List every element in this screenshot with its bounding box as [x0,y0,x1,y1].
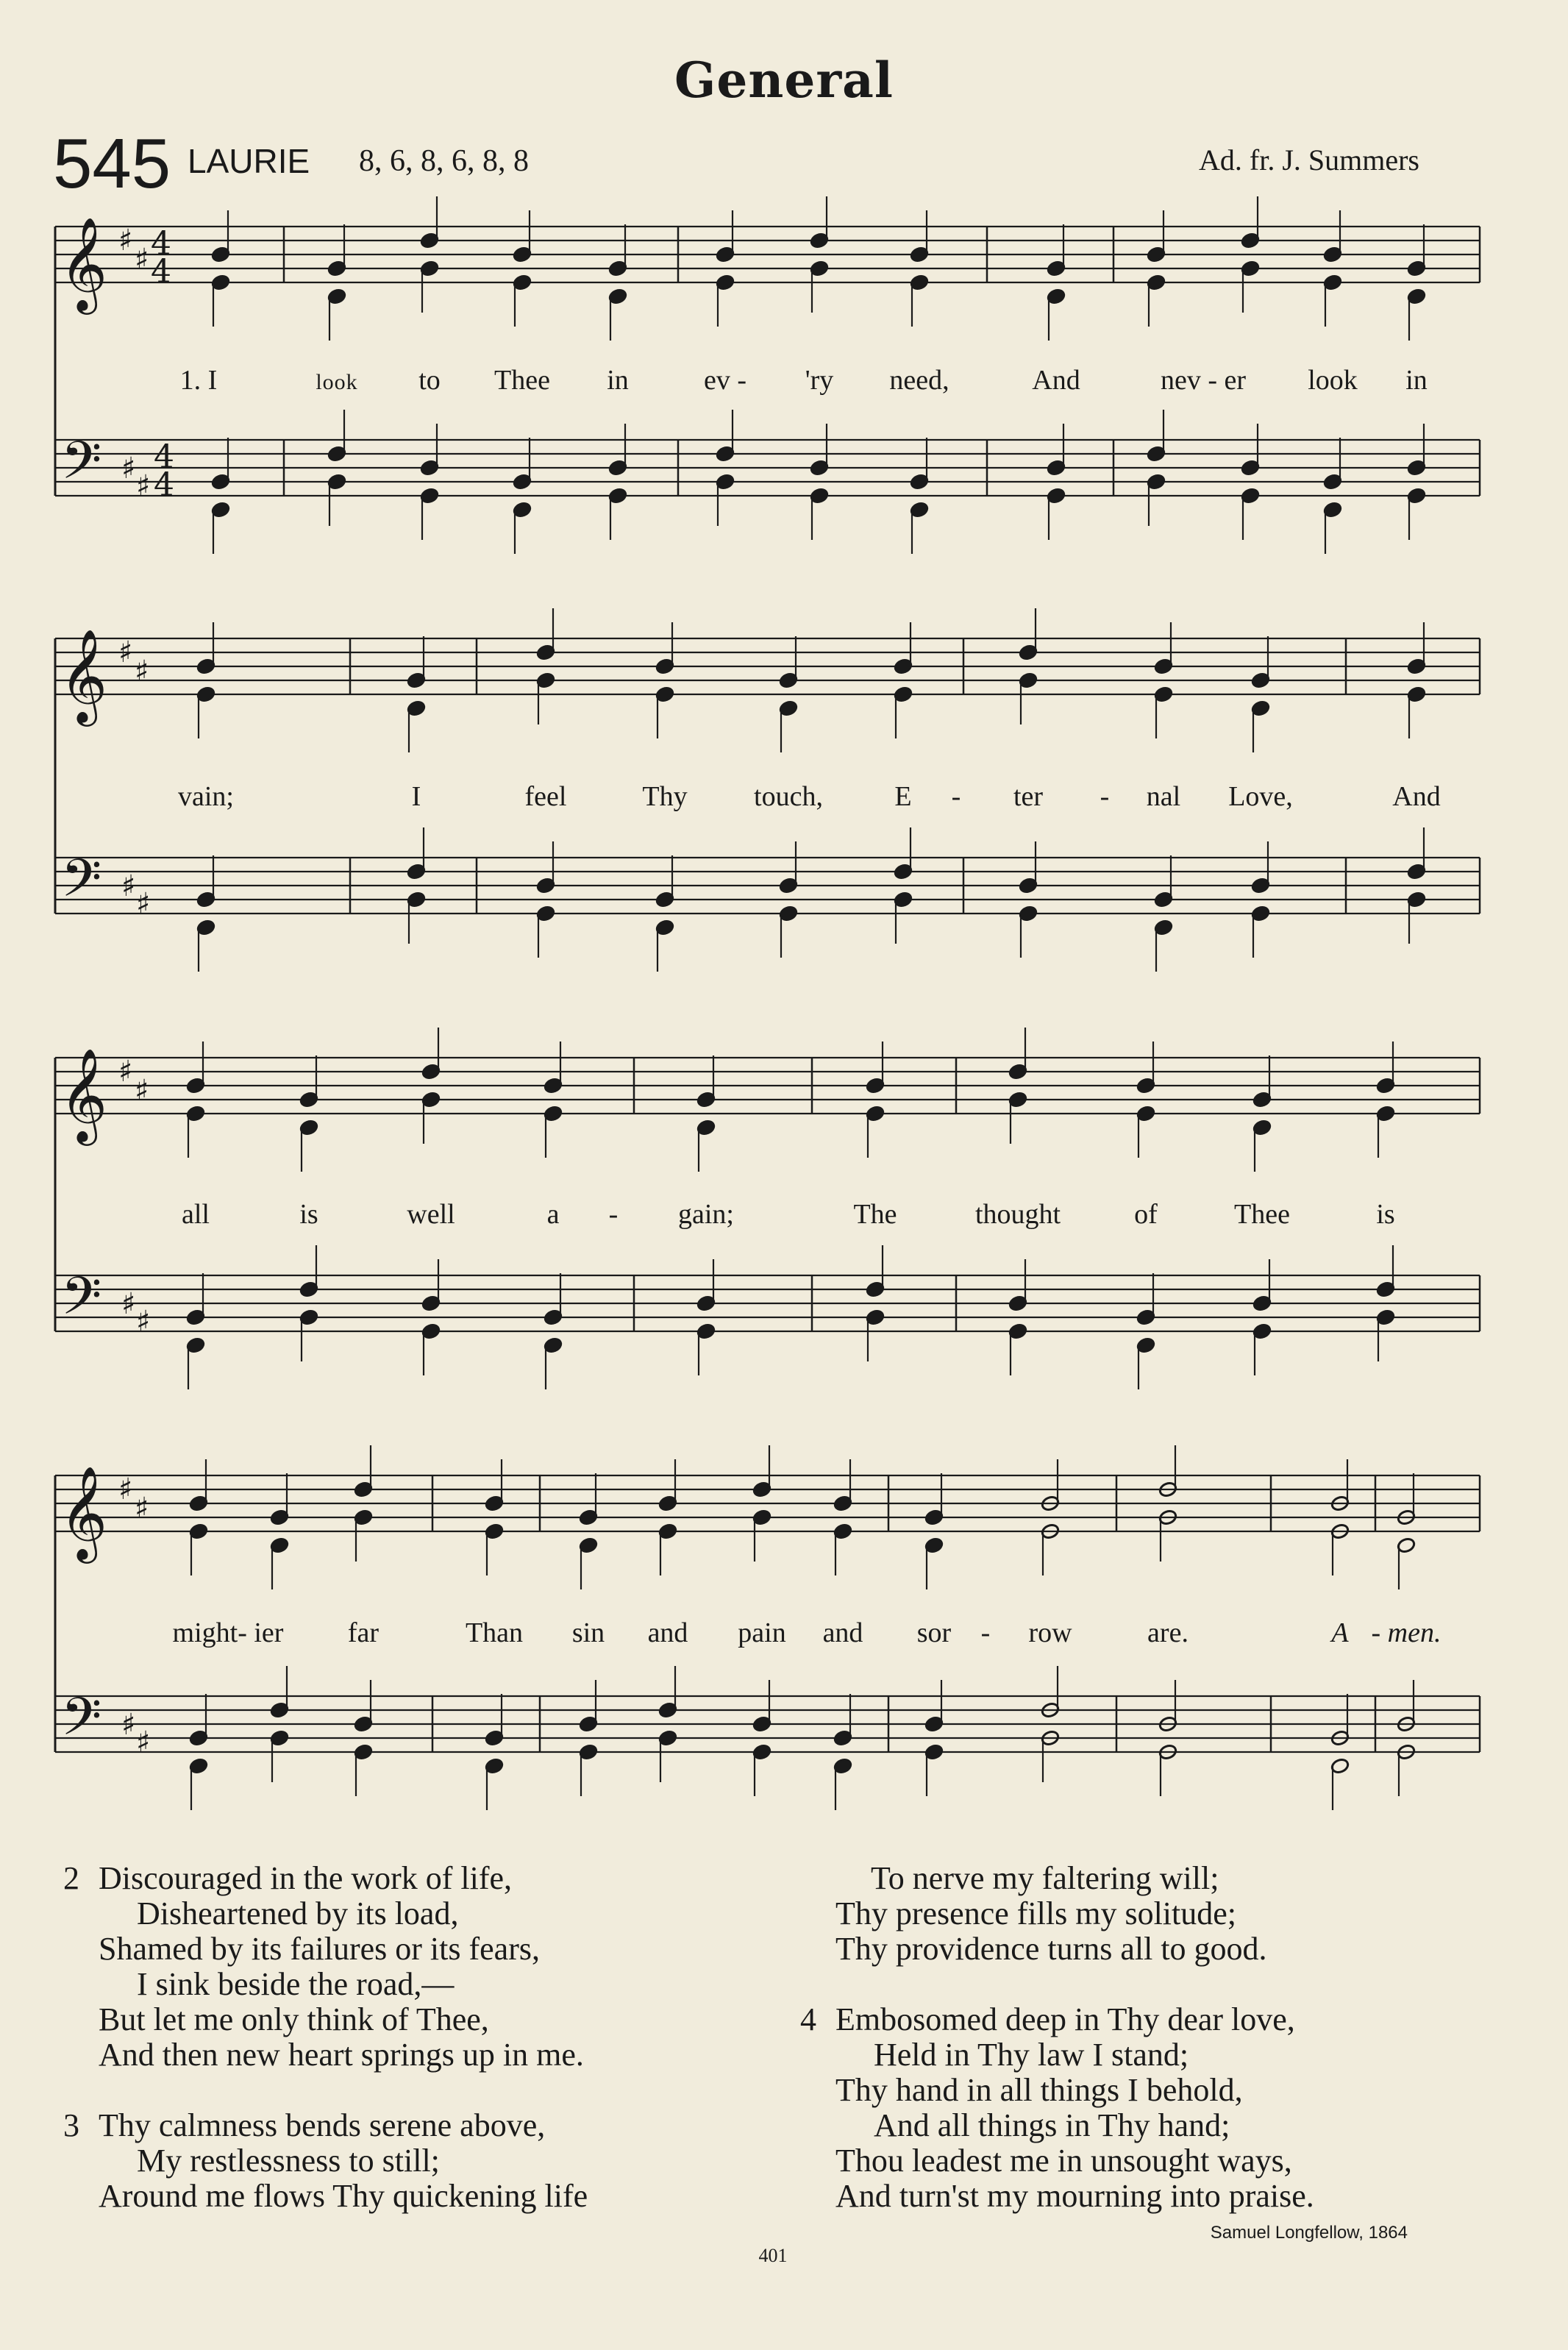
lyric: pain [738,1617,786,1648]
lyric: vain; [178,781,234,812]
lyric: Thee [1234,1199,1290,1230]
lyric: I [411,781,421,812]
treble-clef: 𝄞 [60,1465,108,1559]
key-sharp: ♯ [136,469,151,503]
lyric: look [1308,365,1358,396]
lyric: - men. [1371,1617,1442,1648]
lyric: - [1100,781,1110,812]
key-sharp: ♯ [135,1074,149,1108]
lyric: sor [916,1617,952,1648]
lyric: in [1405,365,1428,396]
key-sharp: ♯ [118,224,133,257]
verse-line: And turn'st my mourning into praise. [835,2178,1314,2214]
verse-line: And all things in Thy hand; [874,2107,1230,2143]
hymn-number: 545 [53,124,171,203]
bass-clef: 𝄢 [61,1687,102,1760]
verse-line: Thy presence fills my solitude; [835,1895,1236,1931]
bass-clef: 𝄢 [61,430,102,504]
lyric: all [182,1199,210,1230]
composer: Ad. fr. J. Summers [1199,143,1419,177]
verse-line: Around me flows Thy quickening life [99,2178,588,2214]
verse-line: To nerve my faltering will; [871,1860,1219,1896]
lyric: look [316,370,358,394]
lyric: is [299,1199,318,1230]
lyric: Love, [1228,781,1293,812]
key-sharp: ♯ [135,243,149,277]
lyric: thought [974,1199,1061,1230]
time-signature-digit: 4 [154,466,174,504]
tune-name: LAURIE [188,142,310,180]
section-title: General [674,51,894,109]
lyric: and [822,1617,863,1648]
verse-number: 3 [63,2107,79,2143]
key-sharp: ♯ [121,1287,136,1321]
lyric: in [607,365,629,396]
lyric: And [1032,365,1080,396]
verse-line: Thy providence turns all to good. [835,1931,1267,1967]
lyric: is [1376,1199,1395,1230]
key-sharp: ♯ [136,887,151,921]
verse-line: Thy hand in all things I behold, [835,2072,1243,2108]
treble-clef: 𝄞 [60,216,108,310]
lyric: - [980,1617,991,1648]
lyric: touch, [754,781,823,812]
lyric: And [1392,781,1441,812]
lyric: might- ier [172,1617,284,1648]
lyric: ev - [703,365,747,396]
treble-clef: 𝄞 [60,1047,108,1142]
lyric: feel [524,781,567,812]
key-sharp: ♯ [118,635,133,669]
verse-line: And then new heart springs up in me. [99,2037,584,2073]
lyric: - [951,781,961,812]
treble-clef: 𝄞 [60,628,108,722]
key-sharp: ♯ [121,1708,136,1742]
lyric: The [853,1199,897,1230]
key-sharp: ♯ [135,1492,149,1525]
lyric: 'ry [805,365,834,396]
verse-line: Held in Thy law I stand; [874,2037,1189,2073]
lyric: far [347,1617,379,1648]
lyric: are. [1147,1617,1189,1648]
lyric: well [407,1199,455,1230]
verse-line: Disheartened by its load, [137,1895,459,1931]
lyric: need, [889,365,949,396]
key-sharp: ♯ [121,452,136,485]
verse-line: 2 Discouraged in the work of life, [63,1860,513,1896]
lyric: row [1028,1617,1072,1648]
verse-line: But let me only think of Thee, [99,2001,489,2037]
lyric: nev - er [1160,365,1247,396]
lyric: Than [465,1617,524,1648]
verse-number: 2 [63,1860,79,1896]
verse-line: Thou leadest me in unsought ways, [835,2143,1292,2179]
verses-left [63,1861,588,2214]
bass-clef: 𝄢 [61,1266,102,1339]
key-sharp: ♯ [135,655,149,688]
verse-line: My restlessness to still; [137,2143,440,2179]
meter: 8, 6, 8, 6, 8, 8 [359,144,529,178]
lyric: to [418,365,441,396]
verse-line: I sink beside the road,— [137,1966,455,2002]
lyric: A [1331,1617,1349,1648]
verse-line: 4 Embosomed deep in Thy dear love, [800,2001,1295,2037]
lyric: E [894,781,912,812]
lyric: - [608,1199,619,1230]
page-number: 401 [758,2245,788,2266]
key-sharp: ♯ [136,1726,151,1759]
lyric: and [647,1617,688,1648]
time-signature-digit: 4 [151,253,171,291]
key-sharp: ♯ [121,869,136,903]
key-sharp: ♯ [118,1055,133,1089]
verses-right [800,1861,1314,2214]
time-signature-digit: 4 [154,438,174,476]
lyric: nal [1146,781,1181,812]
key-sharp: ♯ [118,1473,133,1506]
lyric: ter [1013,781,1044,812]
lyric: a [546,1199,560,1230]
verse-line: Shamed by its failures or its fears, [99,1931,540,1967]
lyric: Thy [642,781,688,812]
lyric: 1. I [179,365,218,396]
verse-line: 3 Thy calmness bends serene above, [63,2107,546,2143]
lyric: gain; [678,1199,734,1230]
lyric: Thee [494,365,550,396]
author-credit: Samuel Longfellow, 1864 [1210,2223,1408,2243]
bass-clef: 𝄢 [61,848,102,922]
time-signature-digit: 4 [151,225,171,263]
lyric: of [1134,1199,1158,1230]
lyric: sin [571,1617,605,1648]
verse-number: 4 [800,2001,816,2037]
key-sharp: ♯ [136,1305,151,1339]
